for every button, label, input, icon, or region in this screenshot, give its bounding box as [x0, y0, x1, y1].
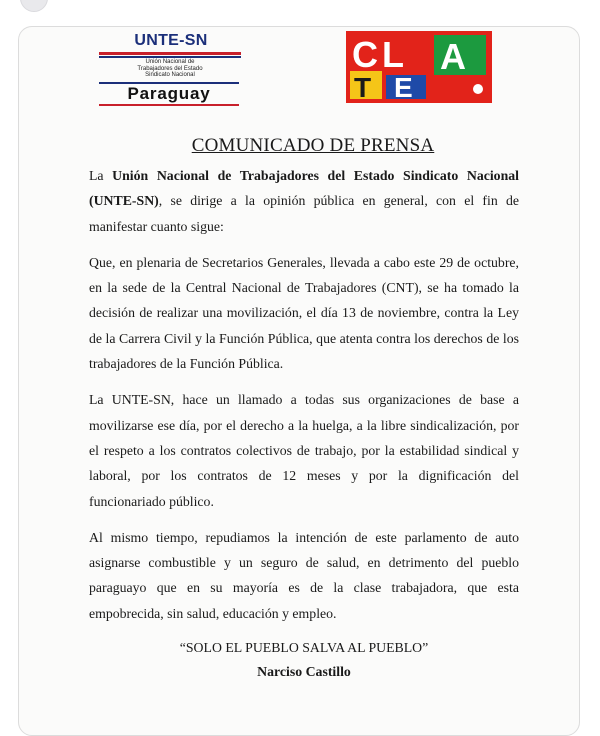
- clate-letter-e: E: [394, 72, 413, 103]
- paragraph-repudiation: Al mismo tiempo, repudiamos la intención de este parlamento de auto asignarse combustible y un seguro de salud, en detrimento del pueblo paraguayo que en su mayoría es de la clase trabajadora, que esta empobrecida, sin salud, educación y empleo.: [89, 529, 519, 621]
- clate-letter-t: T: [354, 72, 372, 103]
- paragraph-intro: La Unión Nacional de Trabajadores del Estado Sindicato Nacional (UNTE-SN), se dirige a la opinión pública en general, con el fin de manifestar cuanto sigue:: [89, 168, 519, 234]
- clate-letter-a: A: [440, 36, 466, 77]
- clate-letter-l: L: [382, 34, 404, 75]
- document-body: [89, 135, 519, 683]
- unte-logo-blue-rule: [99, 56, 241, 58]
- top-cropped-strip: [0, 0, 600, 14]
- clate-logo-graphic: [346, 31, 492, 103]
- unte-logo-country: Paraguay: [99, 82, 239, 106]
- press-release-card: [18, 26, 580, 736]
- unte-logo-title: UNTE-SN: [134, 32, 208, 49]
- clate-logo-dot: [473, 84, 483, 94]
- unte-sn-logo: [95, 32, 245, 108]
- paragraph-plenary: Que, en plenaria de Secretarios Generales, llevada a cabo este 29 de octubre, en la sede de la Central Nacional de Trabajadores (CNT), se ha tomado la decisión de realizar una movilización, el día 13 de noviembre, contra la Ley de la Carrera Civil y la Función Pública, que atenta contra los derechos de los trabajadores de la Función Pública.: [89, 254, 519, 372]
- unte-logo-subtitle: Unión Nacional de Trabajadores del Estado Sindicato Nacional: [137, 59, 203, 78]
- document-title: COMUNICADO DE PRENSA: [191, 135, 435, 156]
- clate-logo: [346, 31, 492, 103]
- clate-letter-c: C: [352, 34, 378, 75]
- unte-logo-red-rule: [99, 52, 241, 55]
- paragraph-call-to-action: La UNTE-SN, hace un llamado a todas sus organizaciones de base a movilizarse ese día, por el derecho a la huelga, a la libre sindicalización, por el respeto a los contratos colectivos de trabajo, por la estabilidad sindical y laboral, por los contratos de 12 meses y por la dignificación del funcionariado público.: [89, 392, 519, 509]
- union-name: Unión Nacional de Trabajadores del Estado Sindicato Nacional (UNTE-SN): [89, 168, 519, 209]
- avatar[interactable]: [20, 0, 48, 12]
- signer-name: Narciso Castillo: [257, 664, 351, 680]
- slogan: “SOLO EL PUEBLO SALVA AL PUEBLO”: [179, 640, 429, 656]
